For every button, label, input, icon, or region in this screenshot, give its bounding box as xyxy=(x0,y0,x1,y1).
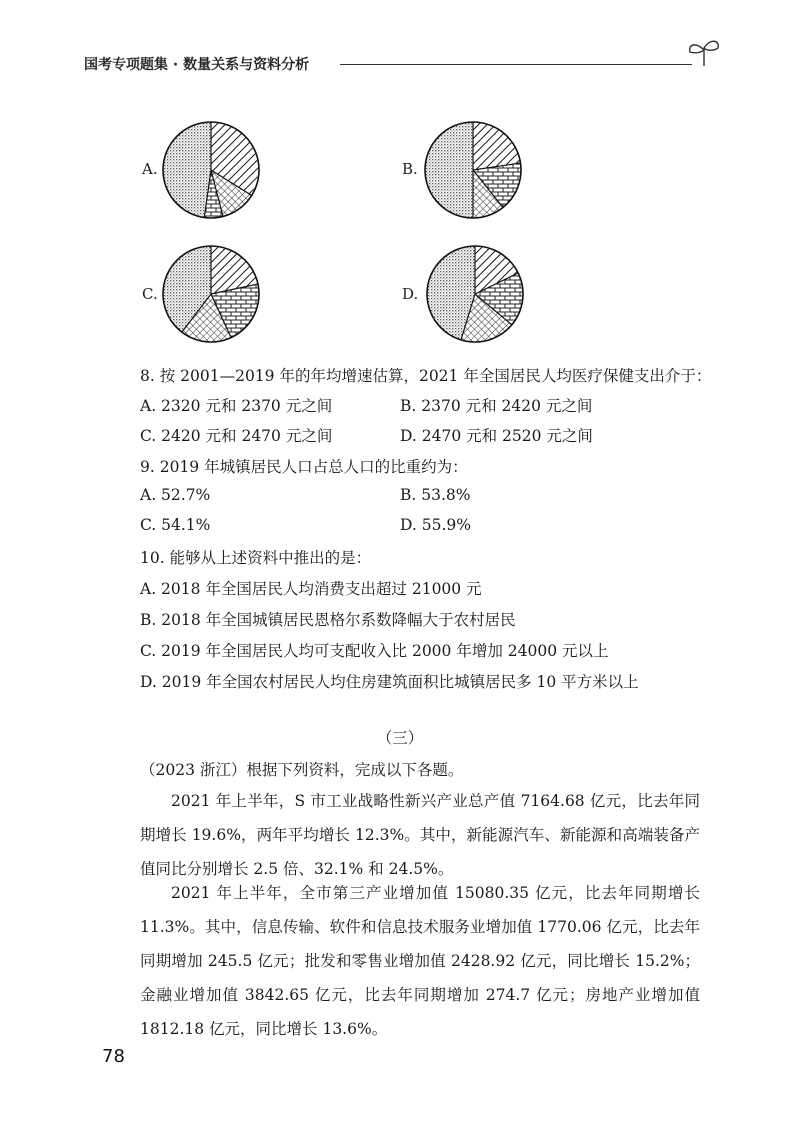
pie-chart-d xyxy=(425,244,525,344)
section-paragraph-2: 2021 年上半年，全市第三产业增加值 15080.35 亿元，比去年同期增长 11.3%。其中，信息传输、软件和信息技术服务业增加值 1770.06 亿元，比去年同期增加 245.5 亿元；批发和零售业增加值 2428.92 亿元，同比增长 15.2%；金融业增加值 3842.65 亿元，比去年同期增加 274.7 亿元；房地产业增加值 1812.18 亿元，同比增长 13.6%。 xyxy=(140,884,700,1038)
question-8-option-b[interactable]: B. 2370 元和 2420 元之间 xyxy=(400,397,593,415)
question-10-option-d[interactable]: D. 2019 年全国农村居民人均住房建筑面积比城镇居民多 10 平方米以上 xyxy=(140,673,639,691)
question-8-option-a[interactable]: A. 2320 元和 2370 元之间 xyxy=(140,397,333,415)
question-8-option-d[interactable]: D. 2470 元和 2520 元之间 xyxy=(400,427,593,445)
question-8-option-c[interactable]: C. 2420 元和 2470 元之间 xyxy=(140,427,333,445)
option-d-label: D. xyxy=(402,285,419,303)
section-title: （三） xyxy=(376,729,424,747)
question-9-option-c[interactable]: C. 54.1% xyxy=(140,516,211,534)
pie-chart-b xyxy=(423,120,523,220)
question-10-option-b[interactable]: B. 2018 年全国城镇居民恩格尔系数降幅大于农村居民 xyxy=(140,611,516,629)
pie-chart-a xyxy=(161,120,261,220)
question-10-option-c[interactable]: C. 2019 年全国居民人均可支配收入比 2000 年增加 24000 元以上 xyxy=(140,642,609,660)
page-header xyxy=(84,52,724,76)
question-9-option-a[interactable]: A. 52.7% xyxy=(140,486,211,504)
section-paragraph-1: 2021 年上半年，S 市工业战略性新兴产业总产值 7164.68 亿元，比去年同期增长 19.6%，两年平均增长 12.3%。其中，新能源汽车、新能源和高端装备产值同比分别增长 2.5 倍、32.1% 和 24.5%。 xyxy=(140,792,700,878)
option-b-label: B. xyxy=(402,160,418,178)
question-8-stem: 8. 按 2001—2019 年的年均增速估算，2021 年全国居民人均医疗保健支出介于： xyxy=(140,367,712,385)
header-rule xyxy=(340,64,692,65)
question-9-stem: 9. 2019 年城镇居民人口占总人口的比重约为： xyxy=(140,458,468,476)
option-a-label: A. xyxy=(142,160,158,178)
section-intro: （2023 浙江）根据下列资料，完成以下各题。 xyxy=(140,761,464,779)
question-10-stem: 10. 能够从上述资料中推出的是： xyxy=(140,549,372,567)
page-number: 78 xyxy=(102,1046,125,1067)
option-c-label: C. xyxy=(142,285,158,303)
question-9-option-d[interactable]: D. 55.9% xyxy=(400,516,471,534)
header-title: 国考专项题集 · 数量关系与资料分析 xyxy=(84,57,310,73)
question-10-option-a[interactable]: A. 2018 年全国居民人均消费支出超过 21000 元 xyxy=(140,580,482,598)
question-9-option-b[interactable]: B. 53.8% xyxy=(400,486,471,504)
pie-chart-c xyxy=(161,244,261,344)
sprout-icon xyxy=(684,36,724,68)
